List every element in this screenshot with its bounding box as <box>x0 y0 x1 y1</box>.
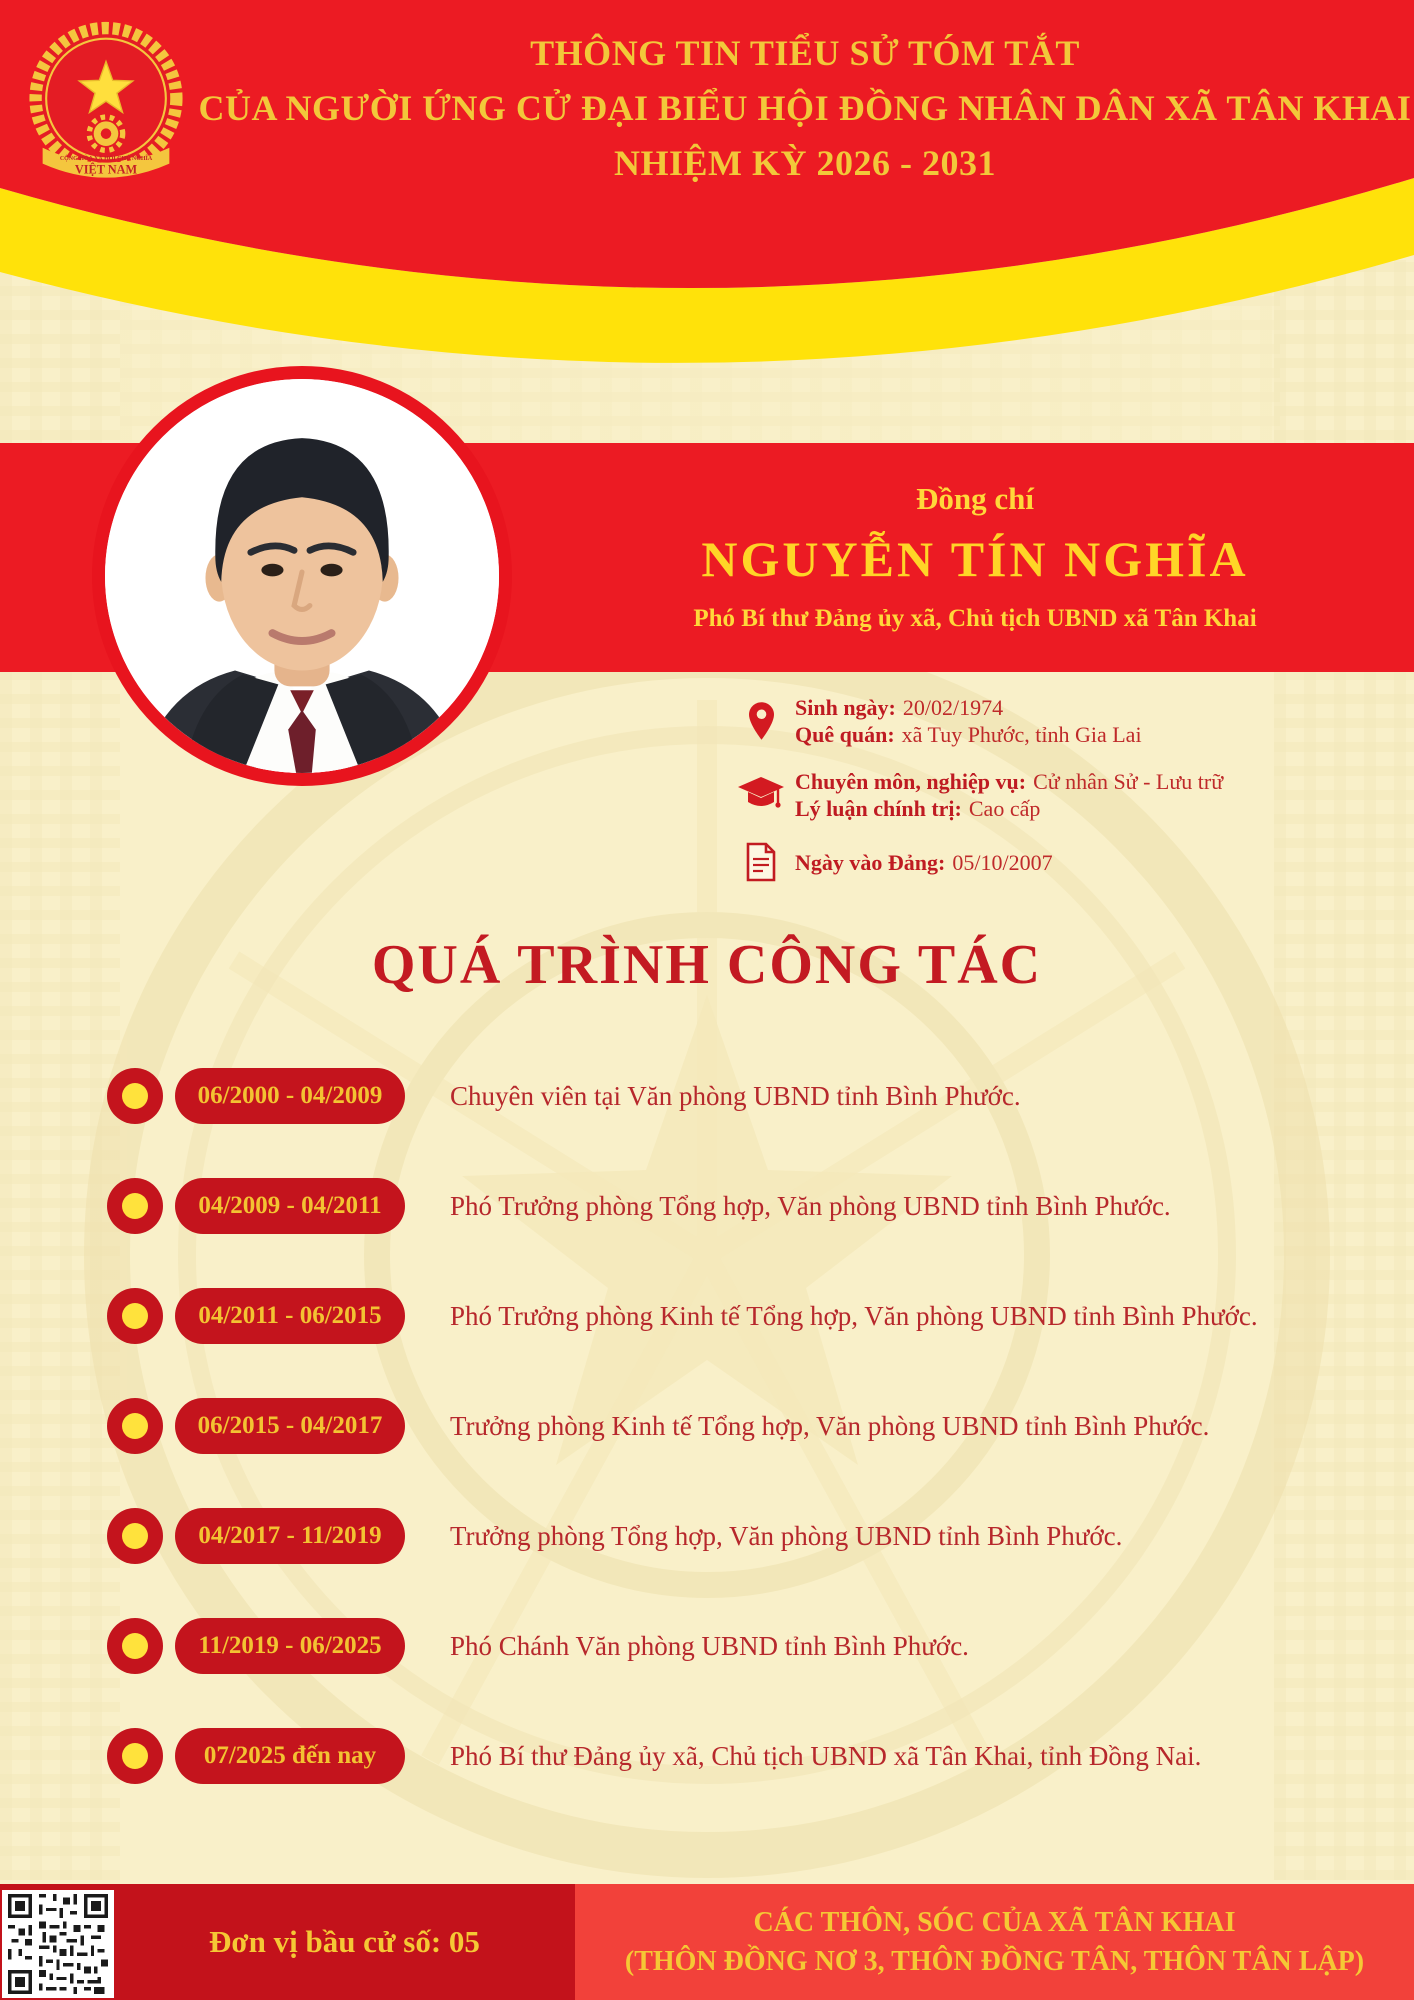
emblem-country-text: VIỆT NAM <box>74 162 138 177</box>
period-badge: 07/2025 đến nay <box>175 1728 405 1784</box>
career-entry <box>0 1288 1414 1344</box>
qualification-line: Chuyên môn, nghiệp vụ: Cử nhân Sử - Lưu trữ <box>795 769 1224 794</box>
career-entry <box>0 1728 1414 1784</box>
candidate-position: Phó Bí thư Đảng ủy xã, Chủ tịch UBND xã Tân Khai <box>693 605 1257 632</box>
career-entry <box>0 1398 1414 1454</box>
info-row-birth <box>736 694 1142 748</box>
election-area-line1: CÁC THÔN, SÓC CỦA XÃ TÂN KHAI <box>753 1906 1236 1938</box>
election-unit-label: Đơn vị bầu cử số: 05 <box>209 1924 480 1959</box>
career-description: Phó Bí thư Đảng ủy xã, Chủ tịch UBND xã Tân Khai, tỉnh Đồng Nai. <box>450 1741 1202 1771</box>
qr-code <box>2 1890 114 1998</box>
emblem-motto-text: CỘNG HÒA XÃ HỘI CHỦ NGHĨA <box>59 156 153 163</box>
timeline-bullet-icon <box>107 1508 163 1564</box>
location-pin-icon <box>736 702 786 740</box>
career-entry <box>0 1068 1414 1124</box>
info-row-education <box>736 768 1223 822</box>
footer-bar <box>0 1884 1414 2000</box>
document-icon <box>736 842 786 882</box>
timeline-bullet-icon <box>107 1728 163 1784</box>
poster-title-line2: CỦA NGƯỜI ỨNG CỬ ĐẠI BIỂU HỘI ĐỒNG NHÂN DÂN XÃ TÂN KHAI <box>198 88 1412 128</box>
career-description: Phó Chánh Văn phòng UBND tỉnh Bình Phước. <box>450 1631 969 1661</box>
period-badge: 04/2017 - 11/2019 <box>175 1508 405 1564</box>
election-area-line2: (THÔN ĐỒNG NƠ 3, THÔN ĐỒNG TÂN, THÔN TÂN LẬP) <box>624 1945 1365 1977</box>
period-badge: 04/2009 - 04/2011 <box>175 1178 405 1234</box>
poster-title <box>196 26 1414 191</box>
career-entry <box>0 1178 1414 1234</box>
period-badge: 06/2015 - 04/2017 <box>175 1398 405 1454</box>
timeline-bullet-icon <box>107 1068 163 1124</box>
poster-title-line1: THÔNG TIN TIỂU SỬ TÓM TẮT <box>530 33 1080 73</box>
birth-date-line: Sinh ngày: 20/02/1974 <box>795 695 1004 720</box>
election-area-block <box>575 1884 1414 2000</box>
career-description: Chuyên viên tại Văn phòng UBND tỉnh Bình Phước. <box>450 1081 1021 1111</box>
period-badge: 11/2019 - 06/2025 <box>175 1618 405 1674</box>
graduation-cap-icon <box>736 775 786 815</box>
poster-title-line3: NHIỆM KỲ 2026 - 2031 <box>614 143 996 183</box>
party-join-date-line: Ngày vào Đảng: 05/10/2007 <box>795 849 1053 875</box>
hometown-line: Quê quán: xã Tuy Phước, tỉnh Gia Lai <box>795 722 1142 747</box>
career-section-title: QUÁ TRÌNH CÔNG TÁC <box>371 934 1043 996</box>
timeline-bullet-icon <box>107 1398 163 1454</box>
timeline-bullet-icon <box>107 1178 163 1234</box>
career-description: Trưởng phòng Tổng hợp, Văn phòng UBND tỉnh Bình Phước. <box>450 1521 1123 1551</box>
timeline-bullet-icon <box>107 1288 163 1344</box>
info-row-party <box>736 842 1053 882</box>
candidate-photo <box>92 366 512 786</box>
career-description: Phó Trưởng phòng Kinh tế Tổng hợp, Văn phòng UBND tỉnh Bình Phước. <box>450 1301 1258 1331</box>
career-entry <box>0 1508 1414 1564</box>
period-badge: 06/2000 - 04/2009 <box>175 1068 405 1124</box>
salutation: Đồng chí <box>916 481 1034 516</box>
period-badge: 04/2011 - 06/2015 <box>175 1288 405 1344</box>
career-description: Trưởng phòng Kinh tế Tổng hợp, Văn phòng UBND tỉnh Bình Phước. <box>450 1411 1210 1441</box>
timeline-bullet-icon <box>107 1618 163 1674</box>
vietnam-national-emblem <box>18 14 194 190</box>
candidate-name-block <box>555 481 1395 633</box>
career-entry <box>0 1618 1414 1674</box>
candidate-name: NGUYỄN TÍN NGHĨA <box>701 531 1249 587</box>
portrait-illustration <box>105 379 499 773</box>
political-theory-line: Lý luận chính trị: Cao cấp <box>795 796 1041 821</box>
career-description: Phó Trưởng phòng Tổng hợp, Văn phòng UBND tỉnh Bình Phước. <box>450 1191 1171 1221</box>
